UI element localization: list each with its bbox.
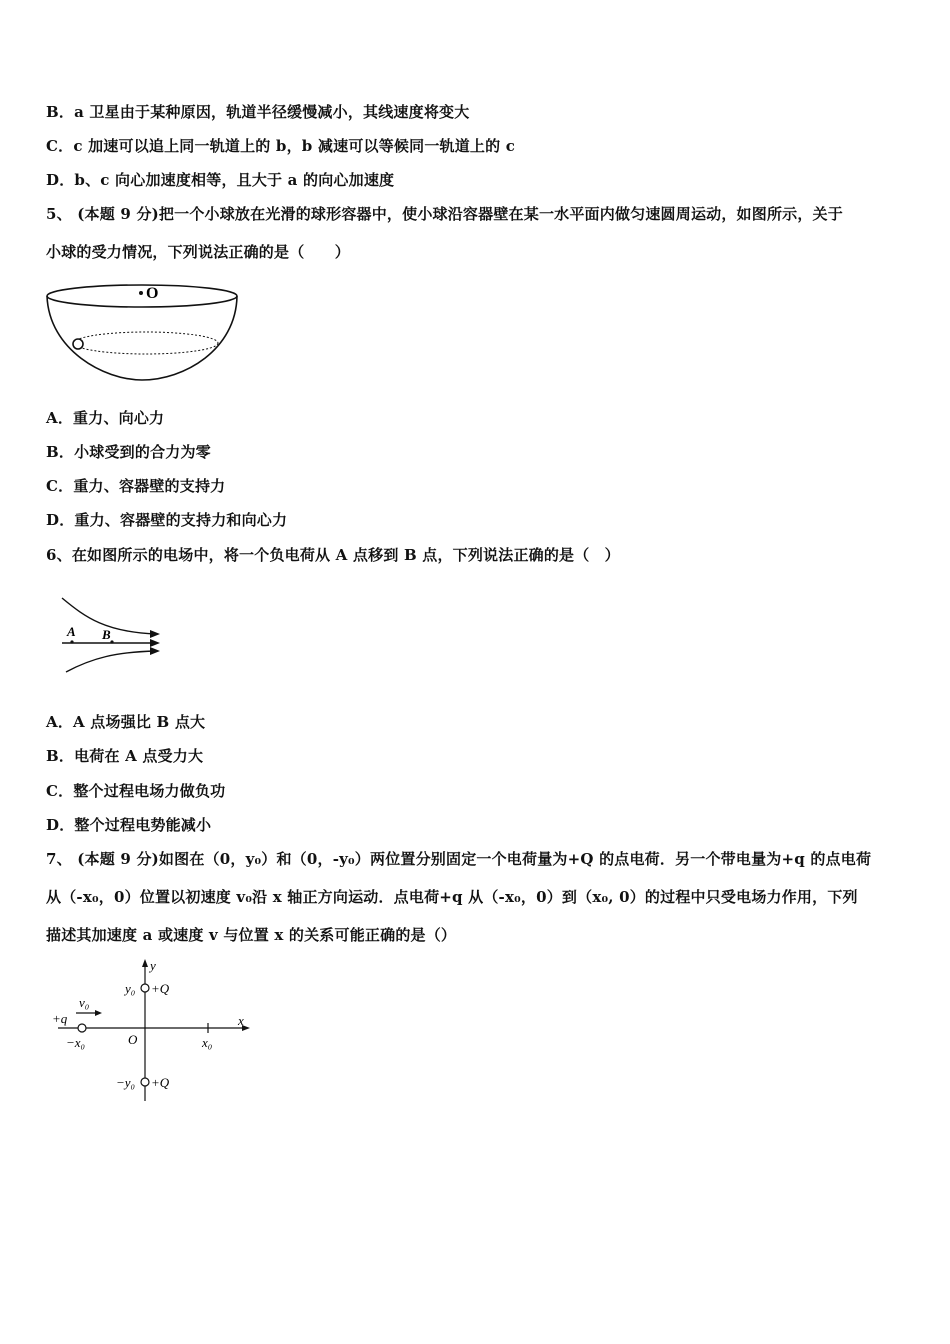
arrow-bottom (150, 647, 160, 655)
bowl-rim (47, 285, 237, 307)
label-b: B (102, 627, 111, 642)
center-label-o: O (146, 285, 159, 302)
q6-field-lines-figure (56, 594, 168, 678)
q5-option-d: D．重力、容器壁的支持力和向心力 (46, 511, 288, 529)
q7-axes-figure (48, 955, 258, 1105)
q5-option-b: B．小球受到的合力为零 (46, 443, 211, 461)
q4-option-c: C．c 加速可以追上同一轨道上的 b，b 减速可以等候同一轨道上的 c (46, 137, 516, 155)
q4-option-d: D．b、c 向心加速度相等，且大于 a 的向心加速度 (46, 171, 395, 189)
arrow-top (150, 630, 160, 638)
q7-stem-line3: 描述其加速度 a 或速度 v 与位置 x 的关系可能正确的是（） (46, 926, 457, 944)
q6-option-d: D．整个过程电势能减小 (46, 816, 212, 834)
q5-option-c: C．重力、容器壁的支持力 (46, 477, 226, 495)
charge-bottom-label: +Q (151, 1075, 170, 1090)
neg-y0-label: −y₀ (116, 1075, 136, 1090)
label-a: A (67, 624, 76, 639)
ball (73, 339, 83, 349)
q5-bowl-figure (44, 280, 244, 385)
q6-option-a: A．A 点场强比 B 点大 (46, 713, 206, 731)
q4-option-b: B．a 卫星由于某种原因，轨道半径缓慢减小，其线速度将变大 (46, 103, 470, 121)
origin-label: O (128, 1032, 138, 1047)
center-dot (139, 291, 143, 295)
q5-stem-line2: 小球的受力情况，下列说法正确的是（ ） (46, 243, 351, 261)
y0-label: y₀ (125, 981, 136, 996)
q5-stem-line1: 5、 (本题 9 分)把一个小球放在光滑的球形容器中，使小球沿容器壁在某一水平面内做匀速圆周运动，如图所示，关于 (46, 205, 843, 223)
neg-x0-label: −x₀ (66, 1035, 86, 1050)
q7-stem-line2: 从（-x₀，0）位置以初速度 v₀沿 x 轴正方向运动．点电荷+q 从（-x₀，0）到（x₀, 0）的过程中只受电场力作用，下列 (46, 888, 858, 906)
charge-bottom (141, 1078, 149, 1086)
v0-label: v₀ (79, 995, 90, 1010)
y-axis-arrow (142, 959, 148, 967)
circular-path (74, 332, 218, 354)
q6-option-c: C．整个过程电场力做负功 (46, 782, 226, 800)
point-a (70, 640, 73, 643)
charge-top-label: +Q (151, 981, 170, 996)
field-line-bottom (66, 651, 156, 672)
q7-stem-line1: 7、 (本题 9 分)如图在（0，y₀）和（0，-y₀）两位置分别固定一个电荷量为+Q 的点电荷．另一个带电量为+q 的点电荷 (46, 850, 872, 868)
q6-option-b: B．电荷在 A 点受力大 (46, 747, 204, 765)
q5-option-a: A．重力、向心力 (46, 409, 165, 427)
q6-stem: 6、在如图所示的电场中，将一个负电荷从 A 点移到 B 点，下列说法正确的是（ ） (46, 546, 620, 564)
charge-top (141, 984, 149, 992)
moving-charge-label: +q (52, 1011, 68, 1026)
arrow-middle (150, 639, 160, 647)
y-axis-label: y (150, 958, 156, 973)
x0-label: x₀ (202, 1035, 213, 1050)
velocity-arrow-head (95, 1010, 102, 1016)
moving-charge (78, 1024, 86, 1032)
x-axis-label: x (238, 1013, 244, 1028)
point-b (110, 640, 113, 643)
